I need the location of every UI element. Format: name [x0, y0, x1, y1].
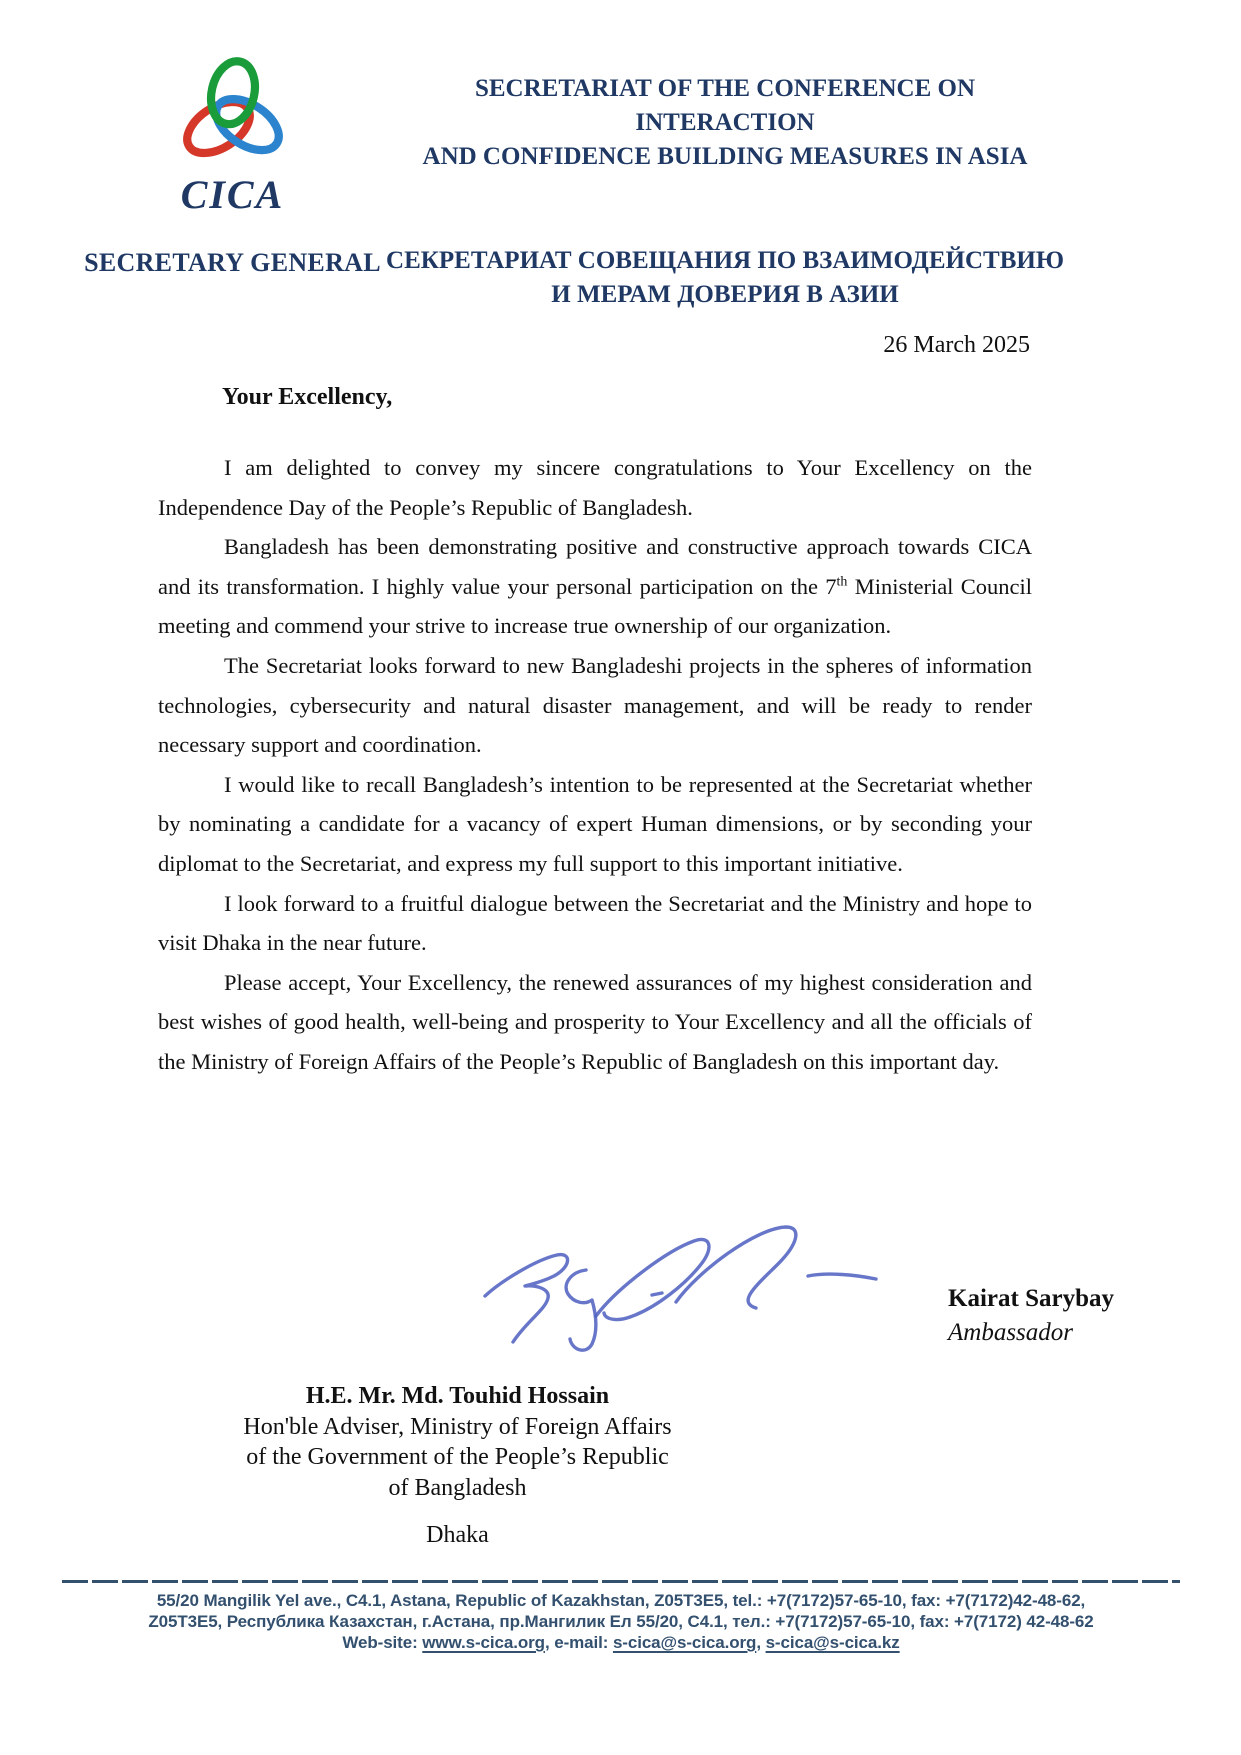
signature-ink [425, 1218, 885, 1363]
footer-link[interactable]: s-cica@s-cica.kz [765, 1633, 900, 1652]
body-paragraph: I look forward to a fruitful dialogue between the Secretariat and the Ministry and hope to visit Dhaka in the near future. [158, 890, 1032, 956]
recipient-city: Dhaka [426, 1522, 489, 1548]
cica-logo-icon [175, 52, 291, 174]
letter-date: 26 March 2025 [883, 332, 1030, 358]
org-name-ru-line1: СЕКРЕТАРИАТ СОВЕЩАНИЯ ПО ВЗАИМОДЕЙСТВИЮ [386, 247, 1064, 274]
recipient-block [135, 1381, 780, 1551]
footer-links-line: Web-site: www.s-cica.org, e-mail: s-cica@s-cica.org, s-cica@s-cica.kz [342, 1633, 900, 1652]
signer-title: Ambassador [948, 1319, 1074, 1346]
signer-name: Kairat Sarybay [948, 1285, 1114, 1312]
body-paragraph: Please accept, Your Excellency, the renewed assurances of my highest consideration and best wishes of good health, well-being and prosperity to Your Excellency and all the officials of the Ministry of Foreign Affairs of the People’s Republic of Bangladesh on this important day. [158, 969, 1032, 1074]
org-name-en [385, 72, 1065, 174]
recipient-line2: of the Government of the People’s Republic [246, 1444, 669, 1470]
recipient-name: H.E. Mr. Md. Touhid Hossain [305, 1383, 610, 1409]
body-paragraph: I would like to recall Bangladesh’s intention to be represented at the Secretariat whether by nominating a candidate for a vacancy of expert Human dimensions, or by seconding your diplomat to the Secretariat, and express my full support to this important initiative. [158, 771, 1032, 876]
superscript-ordinal: th [836, 574, 848, 590]
letterhead-right [385, 72, 1065, 312]
footer [62, 1580, 1180, 1653]
footer-link[interactable]: www.s-cica.org [422, 1633, 545, 1652]
recipient-line1: Hon'ble Adviser, Ministry of Foreign Affairs [243, 1413, 672, 1440]
footer-address-en: 55/20 Mangilik Yel ave., C4.1, Astana, Republic of Kazakhstan, Z05T3E5, tel.: +7(7172)57-65-10, fax: +7(7172)42-48-62, [156, 1591, 1086, 1610]
body-paragraph: Bangladesh has been demonstrating positive and constructive approach towards CICA and its transformation. I highly value your personal participation on the 7th Ministerial Council meeting and commend your strive to increase true ownership of our organization. [158, 534, 1033, 639]
org-name-en-line1: SECRETARIAT OF THE CONFERENCE ON INTERACTION [474, 75, 976, 136]
org-name-ru-line2: И МЕРАМ ДОВЕРИЯ В АЗИИ [551, 281, 899, 308]
salutation: Your Excellency, [222, 384, 393, 410]
letter-body [158, 448, 1032, 1082]
body-paragraph: I am delighted to convey my sincere congratulations to Your Excellency on the Independence Day of the People’s Republic of Bangladesh. [158, 455, 1032, 520]
footer-link[interactable]: s-cica@s-cica.org [612, 1633, 757, 1652]
recipient-line3: of Bangladesh [388, 1474, 527, 1501]
footer-divider [62, 1580, 1180, 1583]
body-paragraph: The Secretariat looks forward to new Bangladeshi projects in the spheres of information technologies, cybersecurity and natural disaster management, and will be ready to render necessary support and coordination. [158, 652, 1032, 758]
letterhead-left [60, 52, 405, 278]
org-name-en-line2: AND CONFIDENCE BUILDING MEASURES IN ASIA [422, 143, 1028, 170]
logo-wordmark: CICA [180, 172, 285, 217]
signature-block [948, 1282, 1114, 1350]
sender-title: SECRETARY GENERAL [84, 248, 381, 277]
footer-address-ru: Z05T3E5, Республика Казахстан, г.Астана, пр.Мангилик Ел 55/20, C4.1, тел.: +7(7172)57-65-10, fax: +7(7172) 42-48-62 [148, 1612, 1094, 1631]
org-name-ru [385, 244, 1065, 312]
